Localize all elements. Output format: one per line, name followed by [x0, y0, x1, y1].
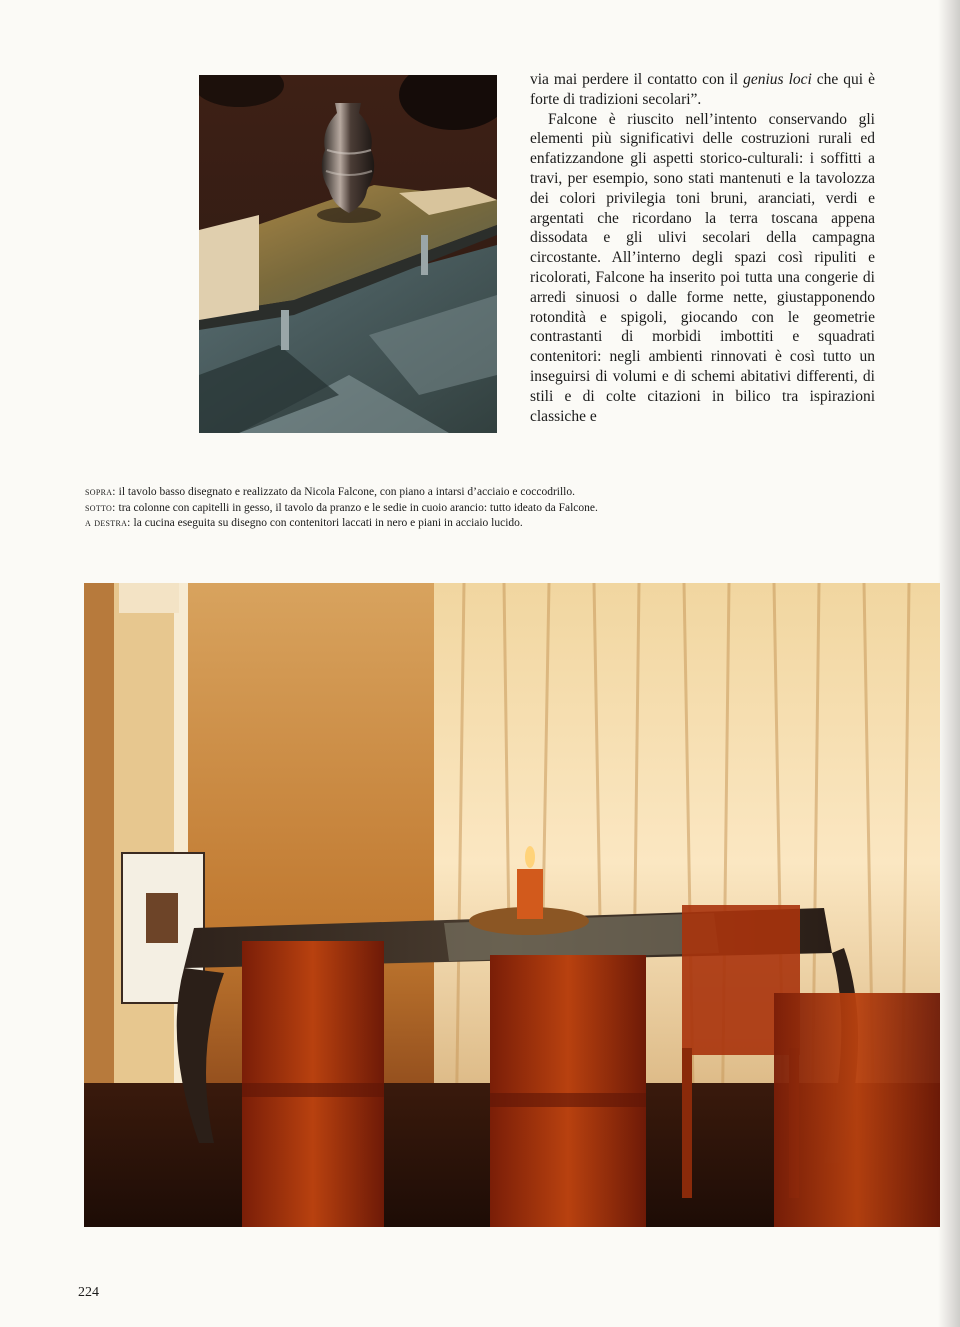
article-text	[530, 70, 875, 426]
article-paragraph-1: via mai perdere il contatto con il genius loci che qui è forte di tradizioni secolari”.	[530, 71, 875, 108]
photo-captions	[85, 485, 785, 532]
caption-sopra: sopra: il tavolo basso disegnato e realizzato da Nicola Falcone, con piano a intarsi d’acciaio e coccodrillo.	[85, 486, 575, 498]
caption-sotto: sotto: tra colonne con capitelli in gesso, il tavolo da pranzo e le sedie in cuoio arancio: tutto ideato da Falcone.	[85, 501, 598, 514]
article-paragraph-2: Falcone è riuscito nell’intento conservando gli elementi più significativi delle costruzioni rurali ed enfatizzandone gli aspetti storico-culturali: i soffitti a travi, per esempio, sono stati mantenuti e la tavolozza dei colori privilegia toni bruni, aranciati, verdi e argentati che ricordano la terra toscana appena dissodata e gli ulivi secolari della campagna circostante. All’interno degli spazi così ripuliti e ricolorati, Falcone ha inserito poi tutta una congerie di arredi sinuosi o dalle forme nette, giustapponendo rotondità e spigoli, giocando con le geometrie contrastanti di morbidi imbottiti e squadrati contenitori: negli ambienti rinnovati è così tutto un inseguirsi di volumi e di schemi abitativi differenti, di stili e di colte citazioni in bilico tra ispirazioni classiche e	[530, 110, 875, 425]
photo-coffee-table	[199, 75, 497, 433]
page-number: 224	[78, 1285, 99, 1300]
page-gutter-shadow	[938, 0, 960, 1327]
photo-dining-room	[84, 583, 940, 1227]
caption-a-destra: a destra: la cucina eseguita su disegno con contenitori laccati in nero e piani in acciaio lucido.	[85, 517, 523, 530]
